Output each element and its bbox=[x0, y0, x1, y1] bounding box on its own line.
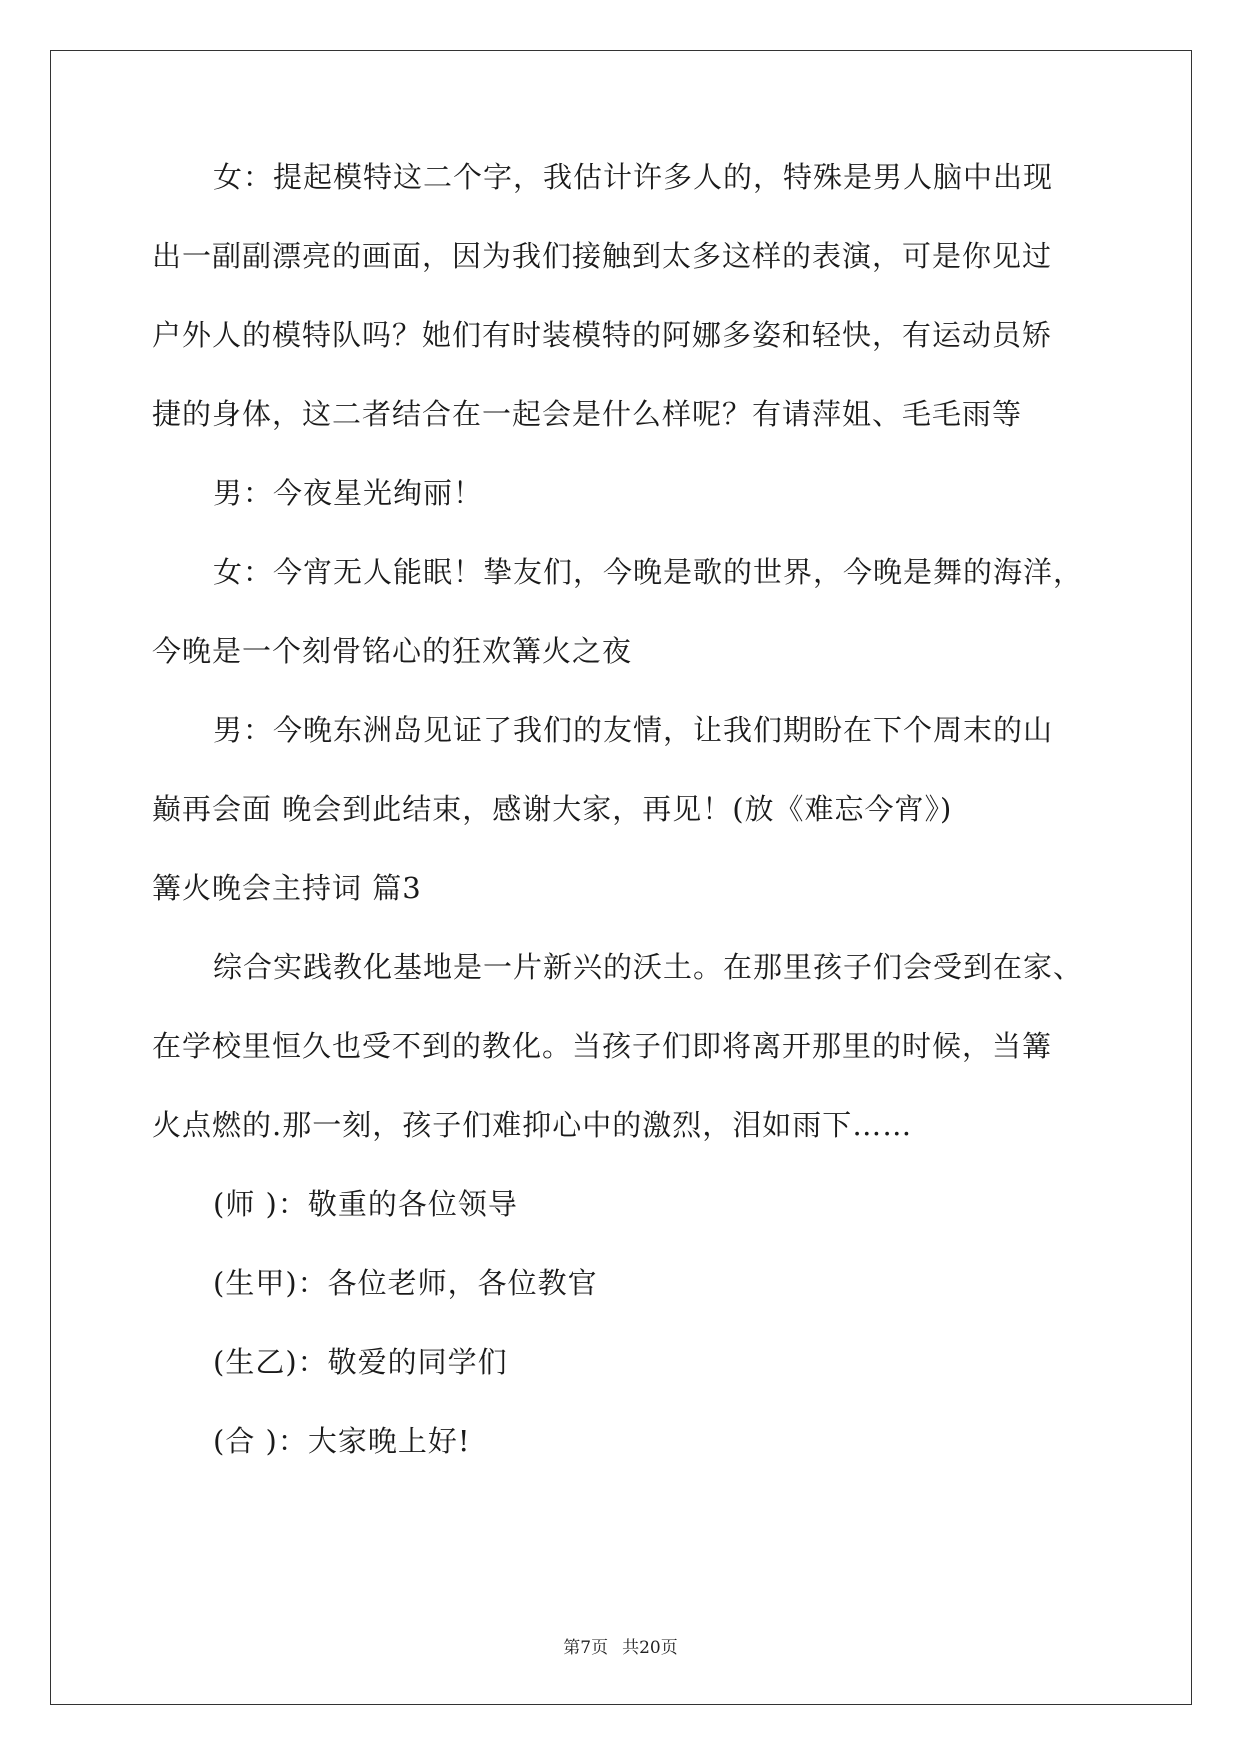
paragraph-line: 综合实践教化基地是一片新兴的沃土。在那里孩子们会受到在家、 bbox=[213, 950, 1084, 984]
document-body bbox=[152, 160, 1097, 1506]
paragraph-line: 男：今晚东洲岛见证了我们的友情，让我们期盼在下个周末的山 bbox=[213, 713, 1054, 747]
paragraph-line: 巅再会面 晚会到此结束，感谢大家，再见！(放《难忘今宵》) bbox=[152, 792, 953, 826]
paragraph-line: 在学校里恒久也受不到的教化。当孩子们即将离开那里的时候，当篝 bbox=[152, 1029, 1053, 1063]
paragraph-line: 捷的身体，这二者结合在一起会是什么样呢？有请萍姐、毛毛雨等 bbox=[152, 397, 1023, 431]
paragraph-line: 女：提起模特这二个字，我估计许多人的，特殊是男人脑中出现 bbox=[213, 160, 1054, 194]
page-total: 共20页 bbox=[622, 1638, 678, 1658]
paragraph-line: (生甲)：各位老师，各位教官 bbox=[213, 1266, 598, 1300]
page-number: 第7页 bbox=[563, 1638, 609, 1658]
paragraph-line: 户外人的模特队吗？她们有时装模特的阿娜多姿和轻快，有运动员矫 bbox=[152, 318, 1053, 352]
paragraph-line: 女：今宵无人能眠！挚友们，今晚是歌的世界，今晚是舞的海洋， bbox=[213, 555, 1084, 589]
section-heading: 篝火晚会主持词 篇3 bbox=[152, 871, 422, 905]
page-footer bbox=[0, 1638, 1241, 1658]
paragraph-line: 今晚是一个刻骨铭心的狂欢篝火之夜 bbox=[152, 634, 633, 668]
paragraph-line: (生乙)：敬爱的同学们 bbox=[213, 1345, 508, 1379]
paragraph-line: (合 )：大家晚上好! bbox=[213, 1424, 471, 1458]
paragraph-line: 出一副副漂亮的画面，因为我们接触到太多这样的表演，可是你见过 bbox=[152, 239, 1053, 273]
paragraph-line: 火点燃的.那一刻，孩子们难抑心中的激烈，泪如雨下…… bbox=[152, 1108, 913, 1142]
paragraph-line: 男：今夜星光绚丽！ bbox=[213, 476, 484, 510]
paragraph-line: (师 )：敬重的各位领导 bbox=[213, 1187, 518, 1221]
